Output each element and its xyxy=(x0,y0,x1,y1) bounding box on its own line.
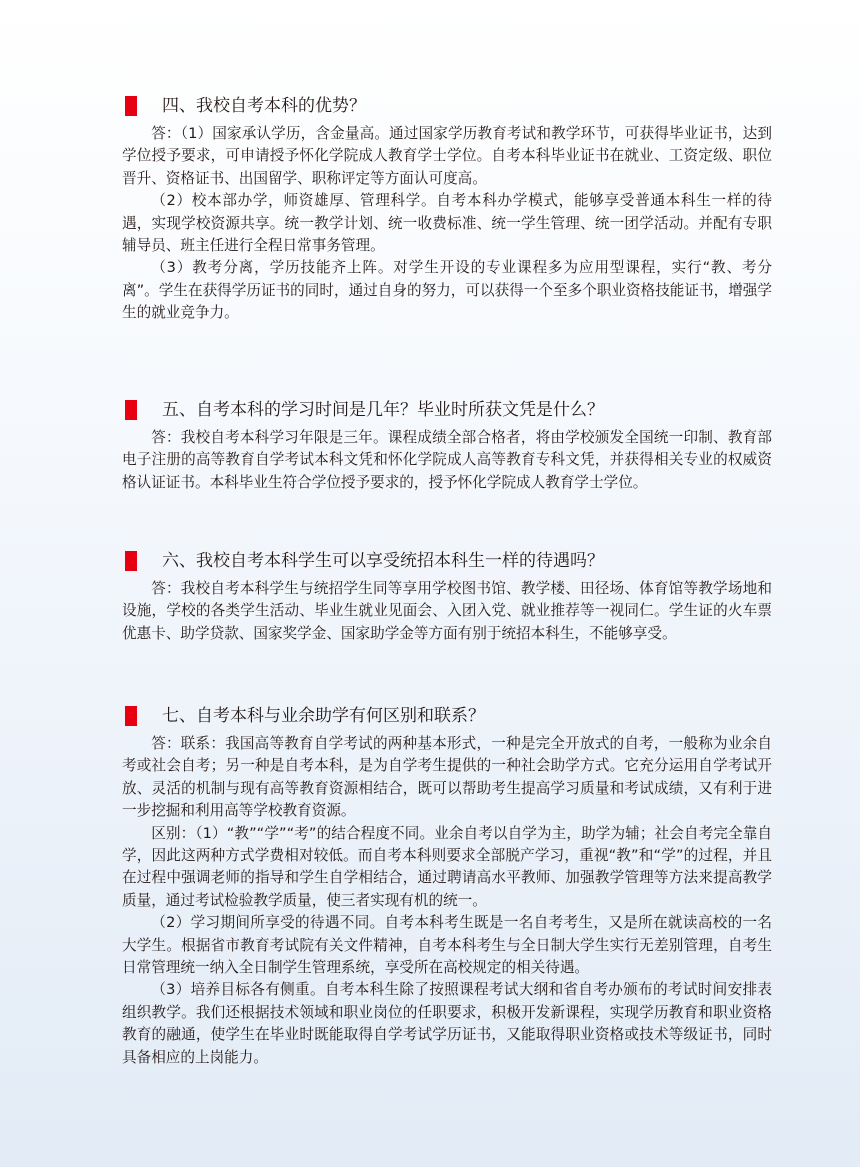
section-differences xyxy=(122,704,772,1069)
section-title: 六、我校自考本科学生可以享受统招本科生一样的待遇吗？ xyxy=(162,551,604,571)
section-advantages xyxy=(122,94,772,325)
section-heading xyxy=(122,549,772,575)
answer-paragraph: （3）教考分离，学历技能齐上阵。对学生开设的专业课程多为应用型课程，实行“教、考分离”。学生在获得学历证书的同时，通过自身的努力，可以获得一个至多个职业资格技能证书，增强学生的就业竞争力。 xyxy=(122,259,772,322)
answer-paragraph: （2）校本部办学，师资雄厚、管理科学。自考本科办学模式，能够享受普通本科生一样的待遇，实现学校资源共享。统一教学计划、统一收费标准、统一学生管理、统一团学活动。并配有专职辅导员、班主任进行全程日常事务管理。 xyxy=(122,192,772,255)
section-title: 四、我校自考本科的优势？ xyxy=(162,96,366,116)
answer-paragraph: （2）学习期间所享受的待遇不同。自考本科考生既是一名自考考生，又是所在就读高校的一名大学生。根据省市教育考试院有关文件精神，自考本科考生与全日制大学生实行无差别管理，自考生日常管理统一纳入全日制学生管理系统，享受所在高校规定的相关待遇。 xyxy=(122,914,772,977)
answer-paragraph: 答：联系：我国高等教育自学考试的两种基本形式，一种是完全开放式的自考，一般称为业余自考或社会自考；另一种是自考本科，是为自学考生提供的一种社会助学方式。它充分运用自学考试开放、灵活的机制与现有高等教育资源相结合，既可以帮助考生提高学习质量和考试成绩，又有利于进一步挖掘和利用高等学校教育资源。 xyxy=(122,735,772,820)
red-marker-icon xyxy=(125,400,137,420)
red-marker-icon xyxy=(125,551,137,571)
section-title: 五、自考本科的学习时间是几年？毕业时所获文凭是什么？ xyxy=(162,400,604,420)
section-title: 七、自考本科与业余助学有何区别和联系？ xyxy=(162,706,485,726)
red-marker-icon xyxy=(125,706,137,726)
answer-paragraph: 答：我校自考本科学生与统招学生同等享用学校图书馆、教学楼、田径场、体育馆等教学场地和设施，学校的各类学生活动、毕业生就业见面会、入团入党、就业推荐等一视同仁。学生证的火车票优惠卡、助学贷款、国家奖学金、国家助学金等方面有别于统招本科生，不能够享受。 xyxy=(122,580,772,642)
section-heading xyxy=(122,398,772,424)
answer-paragraph: 答：（1）国家承认学历，含金量高。通过国家学历教育考试和教学环节，可获得毕业证书，达到学位授予要求，可申请授予怀化学院成人教育学士学位。自考本科毕业证书在就业、工资定级、职位晋升、资格证书、出国留学、职称评定等方面认可度高。 xyxy=(122,125,772,187)
section-heading xyxy=(122,94,772,120)
section-student-benefits xyxy=(122,549,772,645)
answer-paragraph: 答：我校自考本科学习年限是三年。课程成绩全部合格者，将由学校颁发全国统一印制、教育部电子注册的高等教育自学考试本科文凭和怀化学院成人高等教育专科文凭，并获得相关专业的权威资格认证证书。本科毕业生符合学位授予要求的，授予怀化学院成人教育学士学位。 xyxy=(122,429,772,491)
section-study-duration xyxy=(122,398,772,494)
answer-paragraph: （3）培养目标各有侧重。自考本科生除了按照课程考试大纲和省自考办颁布的考试时间安排表组织教学。我们还根据技术领域和职业岗位的任职要求，积极开发新课程，实现学历教育和职业资格教育的融通，使学生在毕业时既能取得自学考试学历证书，又能取得职业资格或技术等级证书，同时具备相应的上岗能力。 xyxy=(122,981,772,1066)
answer-paragraph: 区别：（1）“教”“学”“考”的结合程度不同。业余自考以自学为主，助学为辅；社会自考完全靠自学，因此这两种方式学费相对较低。而自考本科则要求全部脱产学习，重视“教”和“学”的过程，并且在过程中强调老师的指导和学生自学相结合，通过聘请高水平教师、加强教学管理等方法来提高教学质量，通过考试检验教学质量，使三者实现有机的统一。 xyxy=(122,824,772,909)
section-heading xyxy=(122,704,772,730)
red-marker-icon xyxy=(125,96,137,116)
